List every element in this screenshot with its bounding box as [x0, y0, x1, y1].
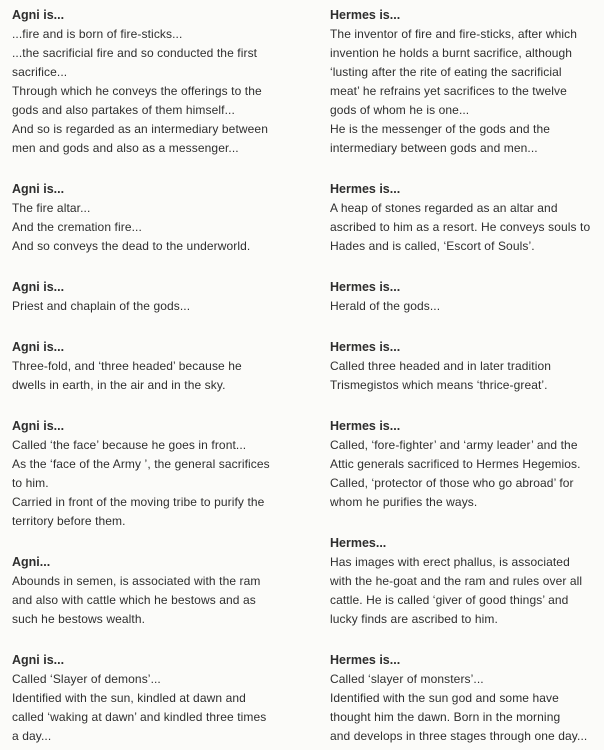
- text-line: Identified with the sun, kindled at dawn and: [12, 691, 246, 705]
- text-line: and develops in three stages through one day...: [330, 729, 588, 743]
- text-block-agni-2: [12, 180, 330, 256]
- text-line: A heap of stones regarded as an altar and: [330, 201, 558, 215]
- text-block-hermes-2: [330, 180, 604, 256]
- text-line: territory before them.: [12, 514, 126, 528]
- text-line: He is the messenger of the gods and the: [330, 122, 551, 136]
- text-line: lucky finds are ascribed to him.: [330, 612, 498, 626]
- text-line: whom he purifies the ways.: [330, 495, 478, 509]
- text-line: Through which he conveys the offerings to the: [12, 84, 262, 98]
- text-line: Trismegistos which means ‘thrice-great’.: [330, 378, 548, 392]
- text-line: called ‘waking at dawn’ and kindled three times: [12, 710, 267, 724]
- block-heading: Agni is...: [12, 653, 65, 667]
- text-block-agni-6: [12, 553, 330, 629]
- text-line: Priest and chaplain of the gods...: [12, 299, 191, 313]
- block-heading: Hermes is...: [330, 340, 401, 354]
- block-heading: Agni is...: [12, 340, 65, 354]
- text-line: Abounds in semen, is associated with the ram: [12, 574, 261, 588]
- text-block-hermes-3: [330, 278, 604, 316]
- text-line: to him.: [12, 476, 49, 490]
- block-heading: Agni...: [12, 555, 51, 569]
- text-block-agni-7: [12, 651, 330, 746]
- block-heading: Hermes...: [330, 536, 387, 550]
- text-line: The fire altar...: [12, 201, 91, 215]
- text-line: Called ‘slayer of monsters’...: [330, 672, 484, 686]
- block-heading: Hermes is...: [330, 8, 401, 22]
- text-block-agni-4: [12, 338, 330, 395]
- text-line: cattle. He is called ‘giver of good things’ and: [330, 593, 569, 607]
- block-heading: Hermes is...: [330, 653, 401, 667]
- block-heading: Hermes is...: [330, 419, 401, 433]
- block-heading: Agni is...: [12, 8, 65, 22]
- block-heading: Agni is...: [12, 419, 65, 433]
- text-line: Herald of the gods...: [330, 299, 441, 313]
- text-line: Called, ‘fore-fighter’ and ‘army leader’ and the: [330, 438, 578, 452]
- text-line: and also with cattle which he bestows and as: [12, 593, 256, 607]
- text-line: sacrifice...: [12, 65, 68, 79]
- text-block-agni-1: [12, 6, 330, 158]
- text-line: The inventor of fire and fire-sticks, after which: [330, 27, 577, 41]
- block-heading: Hermes is...: [330, 182, 401, 196]
- text-line: such he bestows wealth.: [12, 612, 146, 626]
- text-line: And so is regarded as an intermediary between: [12, 122, 268, 136]
- text-block-hermes-4: [330, 338, 604, 395]
- text-line: And so conveys the dead to the underworld.: [12, 239, 251, 253]
- text-line: Carried in front of the moving tribe to purify the: [12, 495, 265, 509]
- text-line: thought him the dawn. Born in the morning: [330, 710, 561, 724]
- text-line: intermediary between gods and men...: [330, 141, 538, 155]
- text-line: ‘lusting after the rite of eating the sacrificial: [330, 65, 562, 79]
- text-line: ...the sacrificial fire and so conducted the first: [12, 46, 258, 60]
- text-block-hermes-7: [330, 651, 604, 746]
- text-line: gods and also partakes of them himself...: [12, 103, 235, 117]
- text-line: Called ‘the face’ because he goes in front...: [12, 438, 247, 452]
- text-line: Hades and is called, ‘Escort of Souls’.: [330, 239, 535, 253]
- text-line: Identified with the sun god and some have: [330, 691, 559, 705]
- text-line: Called ‘Slayer of demons’...: [12, 672, 161, 686]
- text-line: a day...: [12, 729, 52, 743]
- block-heading: Agni is...: [12, 280, 65, 294]
- text-line: men and gods and also as a messenger...: [12, 141, 239, 155]
- text-block-hermes-1: [330, 6, 604, 158]
- text-line: dwells in earth, in the air and in the sky.: [12, 378, 226, 392]
- column-agni: [12, 6, 330, 746]
- text-line: meat’ he refrains yet sacrifices to the twelve: [330, 84, 567, 98]
- column-hermes: [330, 6, 604, 746]
- text-block-hermes-6: [330, 534, 604, 629]
- text-block-agni-3: [12, 278, 330, 316]
- text-block-agni-5: [12, 417, 330, 531]
- block-heading: Agni is...: [12, 182, 65, 196]
- text-line: with the he-goat and the ram and rules over all: [330, 574, 583, 588]
- text-line: Has images with erect phallus, is associated: [330, 555, 570, 569]
- text-line: invention he holds a burnt sacrifice, although: [330, 46, 573, 60]
- text-line: ...fire and is born of fire-sticks...: [12, 27, 183, 41]
- text-line: Called, ‘protector of those who go abroad’ for: [330, 476, 574, 490]
- text-line: As the ‘face of the Army ’, the general sacrifices: [12, 457, 270, 471]
- text-line: Three-fold, and ‘three headed’ because he: [12, 359, 242, 373]
- text-line: And the cremation fire...: [12, 220, 142, 234]
- text-line: Called three headed and in later tradition: [330, 359, 552, 373]
- text-line: Attic generals sacrificed to Hermes Hegemios.: [330, 457, 581, 471]
- text-line: gods of whom he is one...: [330, 103, 470, 117]
- block-heading: Hermes is...: [330, 280, 401, 294]
- text-line: ascribed to him as a resort. He conveys souls to: [330, 220, 591, 234]
- text-block-hermes-5: [330, 417, 604, 512]
